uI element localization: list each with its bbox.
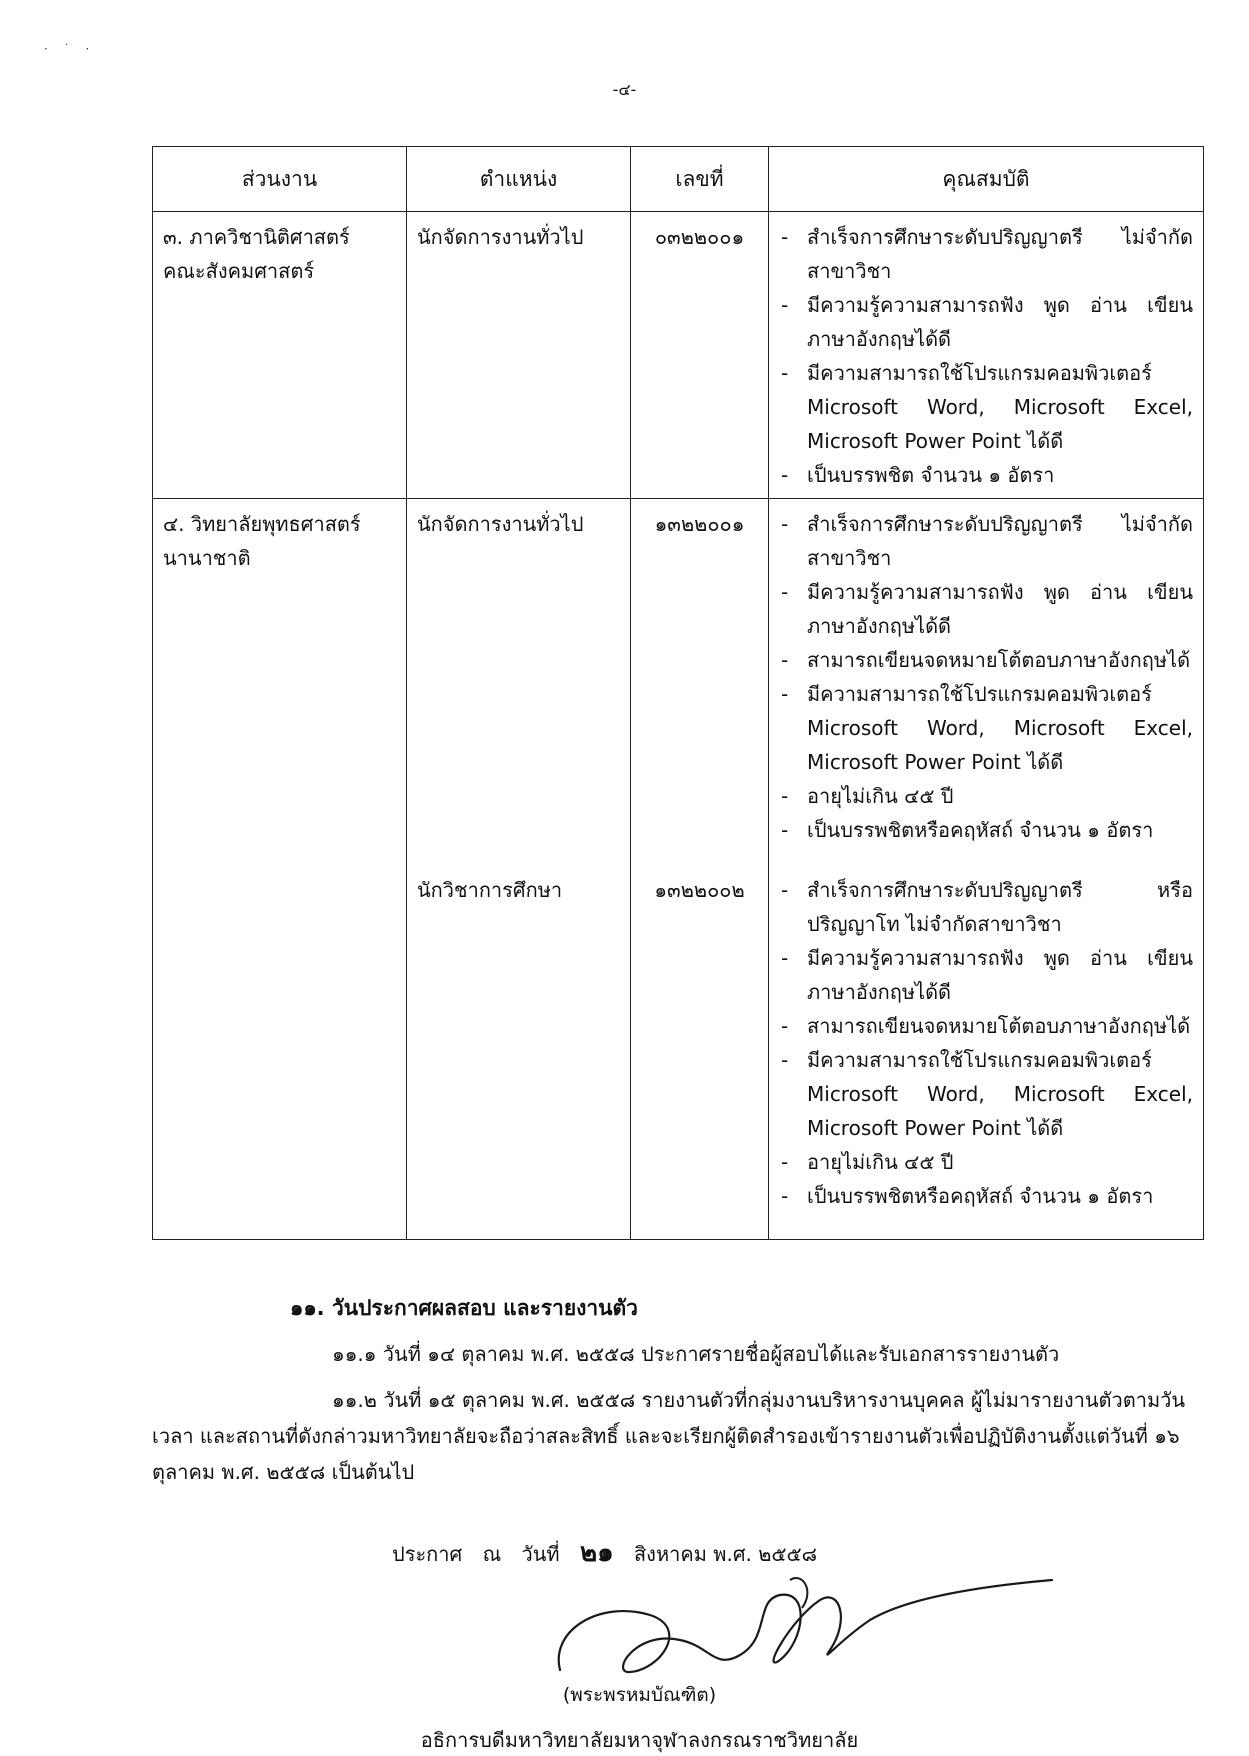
- announcement-month-year: สิงหาคม พ.ศ. ๒๕๕๘: [633, 1542, 818, 1566]
- qualification-item: - สำเร็จการศึกษาระดับปริญญาตรี ไม่จำกัดสาขาวิชา: [779, 507, 1193, 575]
- header-qualifications: คุณสมบัติ: [769, 147, 1204, 212]
- announcement-day-label: วันที่: [521, 1542, 560, 1566]
- qualifications-cell: [769, 212, 1204, 499]
- qualification-item: - มีความรู้ความสามารถฟัง พูด อ่าน เขียนภาษาอังกฤษได้ดี: [779, 288, 1193, 356]
- position-code: ๑๓๒๒๐๐๑: [654, 512, 745, 536]
- position-title: นักจัดการงานทั่วไป: [407, 212, 631, 499]
- announcement-at: ณ: [482, 1542, 502, 1566]
- qualification-item: - สามารถเขียนจดหมายโต้ตอบภาษาอังกฤษได้: [779, 643, 1193, 677]
- table-row: [153, 212, 1204, 499]
- qualification-group: [779, 507, 1193, 867]
- qualification-item: - สำเร็จการศึกษาระดับปริญญาตรี หรือปริญญาโท ไม่จำกัดสาขาวิชา: [779, 873, 1193, 941]
- department-cell: ๔. วิทยาลัยพุทธศาสตร์นานาชาติ: [153, 499, 407, 1240]
- qualification-item: - มีความสามารถใช้โปรแกรมคอมพิวเตอร์ Microsoft Word, Microsoft Excel, Microsoft Power Point ได้ดี: [779, 677, 1193, 779]
- qualification-item: - อายุไม่เกิน ๔๕ ปี: [779, 779, 1193, 813]
- section-item-2-text: ๑๑.๒ วันที่ ๑๕ ตุลาคม พ.ศ. ๒๕๕๘ รายงานตัวที่กลุ่มงานบริหารงานบุคคล ผู้ไม่มารายงานตัวตามวัน เวลา และสถานที่ดังกล่าวมหาวิทยาลัยจะถือว่าสละสิทธิ์ และจะเรียกผู้ติดสำรองเข้ารายงานตัวเพื่อปฏิบัติงานตั้งแต่วันที่ ๑๖ ตุลาคม พ.ศ. ๒๕๕๘ เป็นต้นไป: [152, 1388, 1186, 1484]
- position-title: นักจัดการงานทั่วไป: [417, 512, 584, 536]
- qualification-item: - มีความสามารถใช้โปรแกรมคอมพิวเตอร์ Microsoft Word, Microsoft Excel, Microsoft Power Point ได้ดี: [779, 356, 1193, 458]
- header-code: เลขที่: [631, 147, 769, 212]
- page-number: -๔-: [612, 80, 637, 99]
- position-title: นักวิชาการศึกษา: [417, 878, 563, 902]
- qualification-list: [779, 507, 1193, 847]
- announcement-prefix: ประกาศ: [392, 1542, 463, 1566]
- position-code: ๐๓๒๒๐๐๑: [631, 212, 769, 499]
- section-title: ๑๑. วันประกาศผลสอบ และรายงานตัว: [290, 1296, 638, 1320]
- qualification-group: [779, 867, 1193, 1233]
- qualification-item: - เป็นบรรพชิตหรือคฤหัสถ์ จำนวน ๑ อัตรา: [779, 813, 1193, 847]
- qualifications-cell: [769, 499, 1204, 1240]
- scan-specks: · ˙ ·: [44, 42, 96, 56]
- qualification-item: - มีความรู้ความสามารถฟัง พูด อ่าน เขียนภาษาอังกฤษได้ดี: [779, 575, 1193, 643]
- positions-table: [152, 146, 1204, 1240]
- signer-name: (พระพรหมบัณฑิต): [562, 1684, 717, 1706]
- qualification-item: - มีความสามารถใช้โปรแกรมคอมพิวเตอร์ Microsoft Word, Microsoft Excel, Microsoft Power Point ได้ดี: [779, 1043, 1193, 1145]
- qualification-item: - เป็นบรรพชิตหรือคฤหัสถ์ จำนวน ๑ อัตรา: [779, 1179, 1193, 1213]
- qualification-item: - สำเร็จการศึกษาระดับปริญญาตรี ไม่จำกัดสาขาวิชา: [779, 220, 1193, 288]
- qualification-list: [779, 873, 1193, 1213]
- qualification-item: - มีความรู้ความสามารถฟัง พูด อ่าน เขียนภาษาอังกฤษได้ดี: [779, 941, 1193, 1009]
- position-code: ๑๓๒๒๐๐๒: [654, 878, 745, 902]
- qualification-list: [779, 220, 1193, 492]
- qualification-item: - สามารถเขียนจดหมายโต้ตอบภาษาอังกฤษได้: [779, 1009, 1193, 1043]
- code-cell: [631, 499, 769, 1240]
- header-department: ส่วนงาน: [153, 147, 407, 212]
- section-item-2: [152, 1382, 1204, 1490]
- table-row: [153, 499, 1204, 1240]
- announcement-day: ๒๑: [579, 1538, 614, 1568]
- header-position: ตำแหน่ง: [407, 147, 631, 212]
- position-cell: [407, 499, 631, 1240]
- department-cell: ๓. ภาควิชานิติศาสตร์ คณะสังคมศาสตร์: [153, 212, 407, 499]
- signature-image: [540, 1560, 1060, 1690]
- section-item-1: ๑๑.๑ วันที่ ๑๔ ตุลาคม พ.ศ. ๒๕๕๘ ประกาศรายชื่อผู้สอบได้และรับเอกสารรายงานตัว: [332, 1342, 1060, 1366]
- signer-title: อธิการบดีมหาวิทยาลัยมหาจุฬาลงกรณราชวิทยาลัย: [420, 1728, 859, 1752]
- qualification-item: - อายุไม่เกิน ๔๕ ปี: [779, 1145, 1193, 1179]
- qualification-item: - เป็นบรรพชิต จำนวน ๑ อัตรา: [779, 458, 1193, 492]
- table-header-row: [153, 147, 1204, 212]
